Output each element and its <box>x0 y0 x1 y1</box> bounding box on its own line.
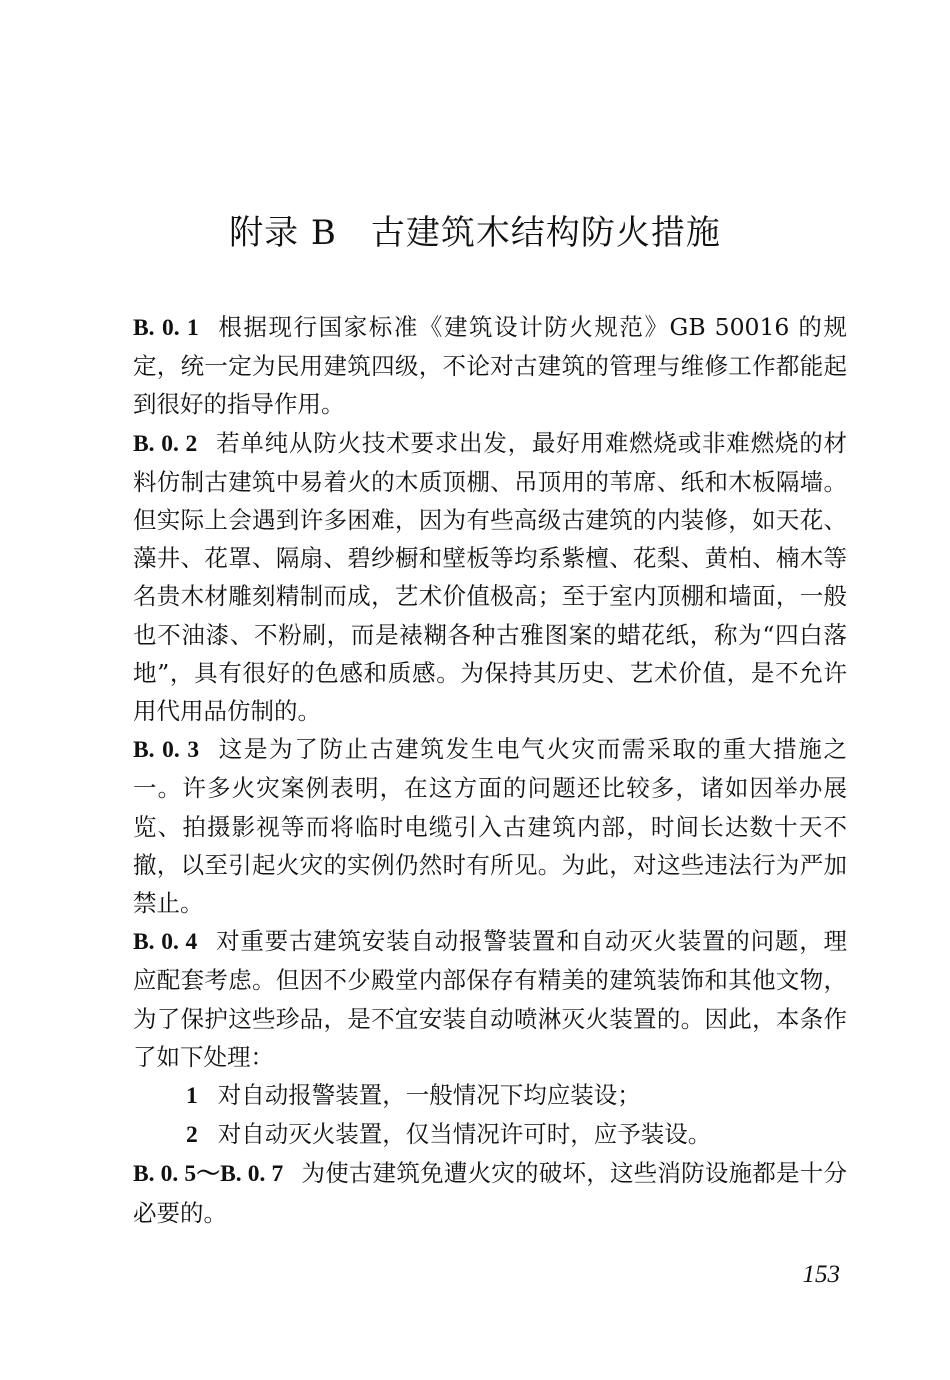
list-item <box>133 1115 847 1154</box>
clause-b05-b07 <box>133 1154 847 1231</box>
appendix-title: 古建筑木结构防火措施 <box>370 213 721 253</box>
clause-b03 <box>133 730 847 922</box>
clause-text: 若单纯从防火技术要求出发，最好用难燃烧或非难燃烧的材料仿制古建筑中易着火的木质顶棚、吊顶用的苇席、纸和木板隔墙。但实际上会遇到许多困难，因为有些高级古建筑的内装修，如天花、藻井、花罩、隔扇、碧纱橱和壁板等均系紫檀、花梨、黄柏、楠木等名贵木材雕刻精制而成，艺术价值极高；至于室内顶棚和墙面，一般也不油漆、不粉刷，而是裱糊各种古雅图案的蜡花纸，称为“四白落地”，具有很好的色感和质感。为保持其历史、艺术价值，是不允许用代用品仿制的。 <box>133 428 847 726</box>
clause-text: 为使古建筑免遭火灾的破坏，这些消防设施都是十分必要的。 <box>133 1159 848 1227</box>
document-body <box>133 308 847 1232</box>
clause-b02 <box>133 424 847 731</box>
list-item-text: 对自动灭火装置，仅当情况许可时，应予装设。 <box>217 1120 712 1149</box>
clause-id: B. 0. 1 <box>133 315 199 341</box>
clause-b04 <box>133 922 847 1076</box>
list-item-text: 对自动报警装置，一般情况下均应装设； <box>217 1081 641 1110</box>
clause-text: 对重要古建筑安装自动报警装置和自动灭火装置的问题，理应配套考虑。但因不少殿堂内部保存有精美的建筑装饰和其他文物，为了保护这些珍品，是不宜安装自动喷淋灭火装置的。因此，本条作了如下处理： <box>133 927 847 1071</box>
clause-id: B. 0. 4 <box>133 929 198 956</box>
clause-id: B. 0. 5～B. 0. 7 <box>133 1161 284 1188</box>
clause-text: 根据现行国家标准《建筑设计防火规范》GB 50016 的规定，统一定为民用建筑四级，不论对古建筑的管理与维修工作都能起到很好的指导作用。 <box>133 313 847 419</box>
clause-id: B. 0. 2 <box>133 430 198 457</box>
clause-b01 <box>133 308 847 424</box>
page-title <box>0 208 950 258</box>
page-number: 153 <box>802 1261 840 1288</box>
list-item <box>133 1076 847 1115</box>
list-item-number: 1 <box>186 1083 198 1110</box>
clause-text: 这是为了防止古建筑发生电气火灾而需采取的重大措施之一。许多火灾案例表明，在这方面的问题还比较多，诸如因举办展览、拍摄影视等而将临时电缆引入古建筑内部，时间长达数十天不撤，以至引起火灾的实例仍然时有所见。为此，对这些违法行为严加禁止。 <box>133 735 847 918</box>
appendix-label: 附录 B <box>229 213 337 253</box>
clause-id: B. 0. 3 <box>133 737 200 764</box>
list-item-number: 2 <box>186 1122 198 1149</box>
